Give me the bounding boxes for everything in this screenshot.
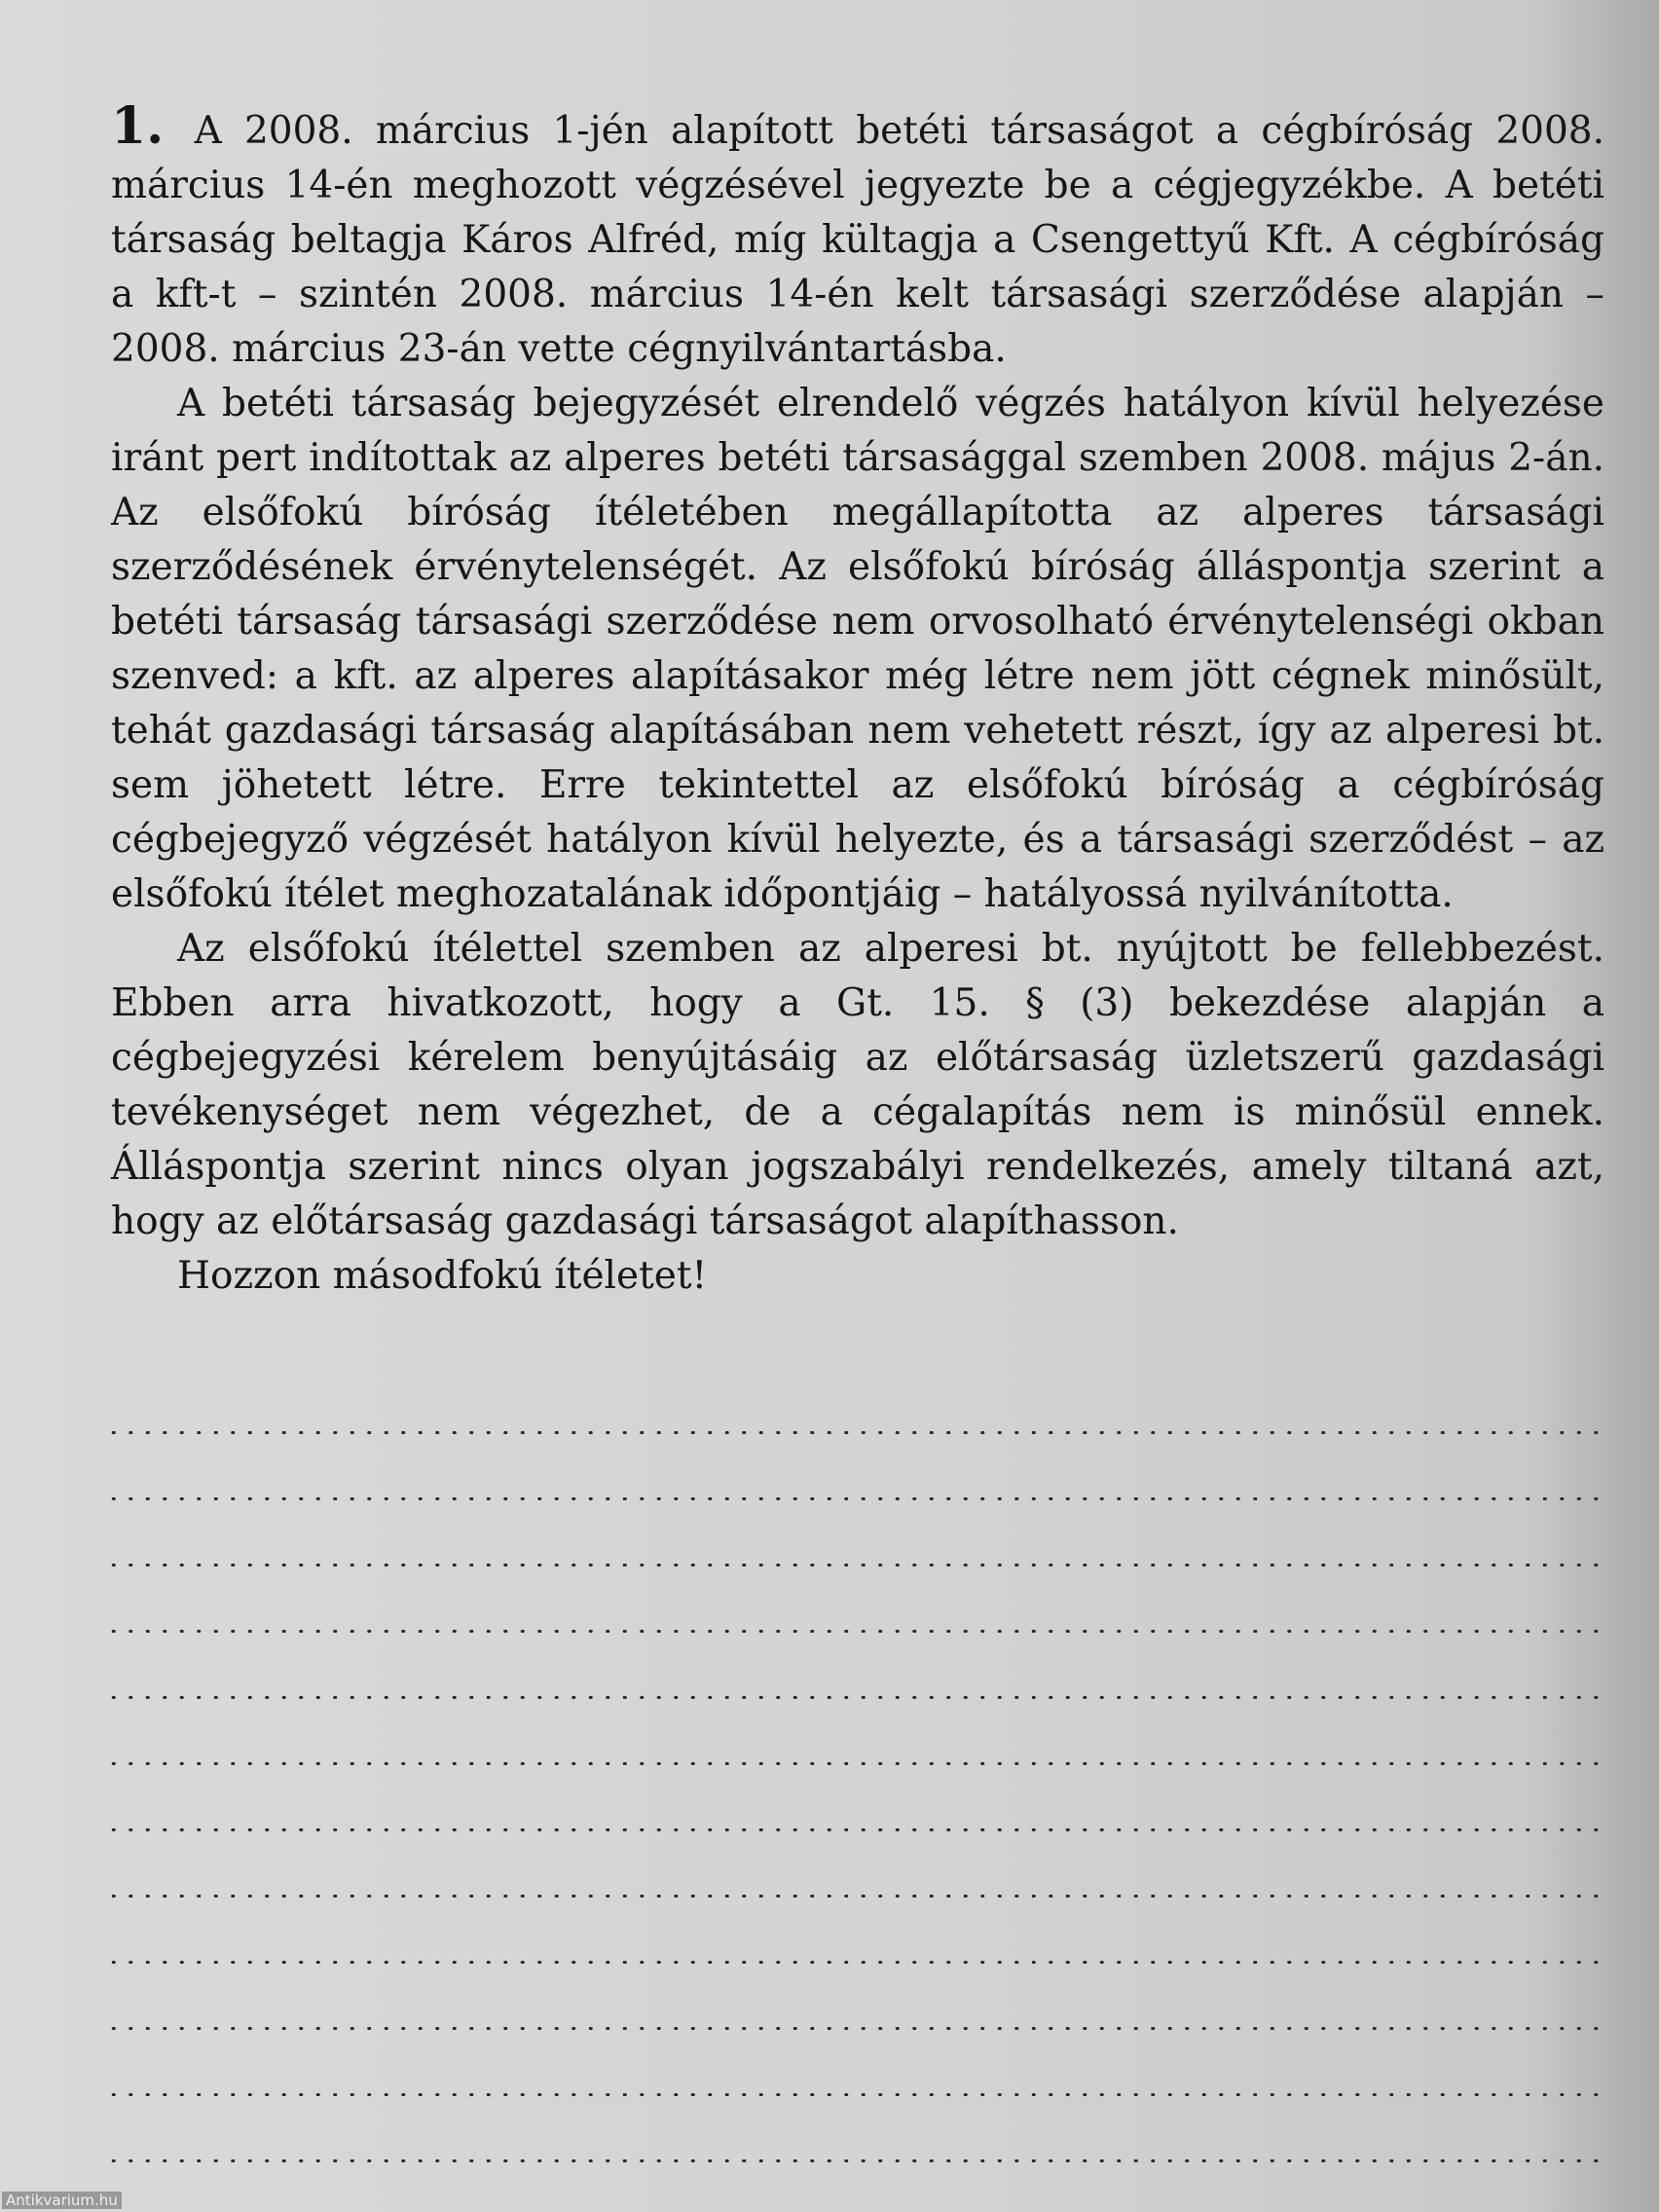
dotted-answer-line xyxy=(105,2093,1603,2096)
dotted-answer-line xyxy=(105,1497,1603,1500)
dotted-answer-line xyxy=(105,2159,1603,2162)
dotted-answer-line xyxy=(105,1696,1603,1699)
dotted-answer-line xyxy=(105,1828,1603,1831)
exercise-instruction: Hozzon másodfokú ítéletet! xyxy=(177,1254,708,1298)
answer-area xyxy=(105,1431,1603,2212)
dotted-answer-line xyxy=(105,1762,1603,1765)
exercise-number: 1. xyxy=(111,96,165,156)
dotted-answer-line xyxy=(105,1564,1603,1567)
paragraph-text: A 2008. március 1-jén alapított betéti társaságot a cégbíróság 2008. március 14-én meghozott végzésével jegyezte be a cégjegyzékbe. A betéti társaság beltagja Káros Alfréd, míg kültagja a Csengettyű Kft. A cégbíróság a kft-t – szintén 2008. március 14-én kelt társasági szerződése alapján – 2008. március 23-án vette cégnyilvántartásba. xyxy=(111,109,1604,371)
dotted-answer-line xyxy=(105,1961,1603,1964)
exercise-paragraph-2: A betéti társaság bejegyzését elrendelő végzés hatályon kívül helyezése iránt pert indítottak az alperes betéti társasággal szemben 2008. május 2-án. Az elsőfokú bíróság ítéletében megállapította az alperes társasági szerződésének érvénytelenségét. Az elsőfokú bíróság álláspontja szerint a betéti társaság társasági szerződése nem orvosolható érvénytelenségi okban szenved: a kft. az alperes alapításakor még létre nem jött cégnek minősült, tehát gazdasági társaság alapításában nem vehetett részt, így az alperesi bt. sem jöhetett létre. Erre tekintettel az elsőfokú bíróság a cégbíróság cégbejegyző végzését hatályon kívül helyezte, és a társasági szerződést – az elsőfokú ítélet meghozatalának időpontjáig – hatályossá nyilvánította. xyxy=(111,382,1604,916)
exercise-paragraph-3: Az elsőfokú ítélettel szemben az alperesi bt. nyújtott be fellebbezést. Ebben arra hivatkozott, hogy a Gt. 15. § (3) bekezdése alapján a cégbejegyzési kérelem benyújtásáig az előtársaság üzletszerű gazdasági tevékenységet nem végezhet, de a cégalapítás nem is minősül ennek. Álláspontja szerint nincs olyan jogszabályi rendelkezés, amely tiltaná azt, hogy az előtársaság gazdasági társaságot alapíthasson. xyxy=(111,927,1604,1243)
dotted-answer-line xyxy=(105,1431,1603,1434)
exercise-paragraph-1 xyxy=(111,96,1604,377)
dotted-answer-line xyxy=(105,1630,1603,1633)
dotted-answer-line xyxy=(105,2027,1603,2030)
watermark: Antikvarium.hu xyxy=(2,2192,122,2209)
exercise-text xyxy=(111,96,1604,1304)
dotted-answer-line xyxy=(105,1895,1603,1898)
